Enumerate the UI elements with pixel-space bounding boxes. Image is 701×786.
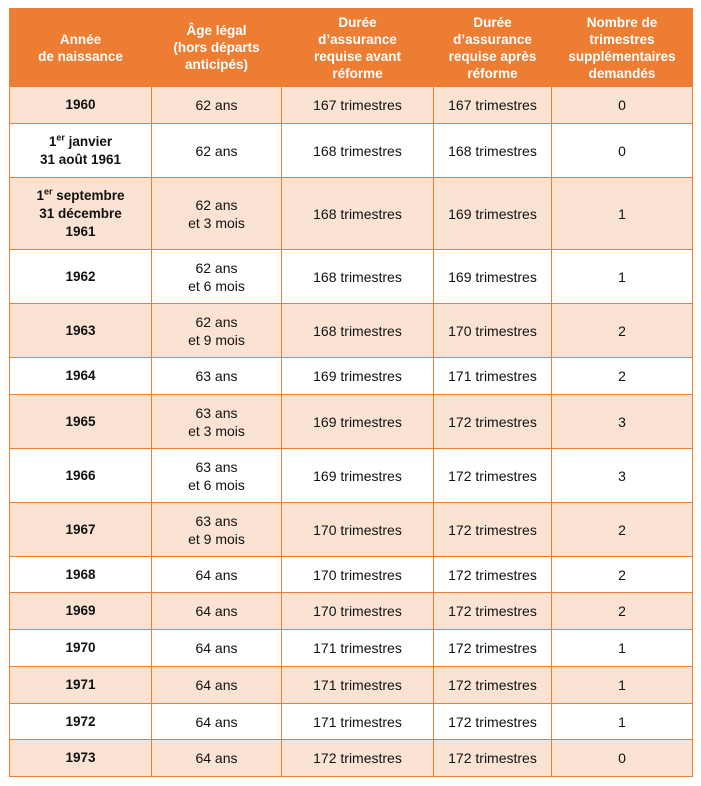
table-row [10, 503, 693, 557]
cell-after: 172 trimestres [434, 395, 552, 449]
cell-age [152, 87, 282, 124]
age-line: 64 ans [195, 640, 238, 656]
cell-after: 168 trimestres [434, 124, 552, 178]
header-line: trimestres [589, 31, 655, 47]
cell-before: 170 trimestres [282, 503, 434, 557]
table-row [10, 395, 693, 449]
year-sup: er [43, 186, 53, 196]
header-trimestres-supplementaires [552, 9, 693, 87]
cell-year: 1973 [10, 740, 152, 777]
cell-age [152, 395, 282, 449]
cell-extra: 1 [552, 178, 693, 250]
year-sup: er [56, 132, 65, 142]
age-line: et 6 mois [188, 277, 245, 294]
cell-extra: 2 [552, 557, 693, 593]
cell-age [152, 358, 282, 395]
header-line: demandés [588, 65, 656, 81]
age-line: 64 ans [195, 677, 238, 693]
table-row [10, 304, 693, 358]
cell-extra: 1 [552, 667, 693, 704]
cell-age [152, 630, 282, 667]
cell-extra: 2 [552, 503, 693, 557]
age-line: 64 ans [195, 713, 238, 730]
table-row [10, 557, 693, 593]
cell-after: 172 trimestres [434, 557, 552, 593]
age-line: 62 ans [195, 196, 238, 213]
cell-after: 172 trimestres [434, 704, 552, 740]
cell-year: 1969 [10, 593, 152, 630]
year-rest: septembre [52, 187, 125, 203]
age-line: et 6 mois [188, 476, 245, 493]
cell-before: 171 trimestres [282, 704, 434, 740]
cell-year [10, 178, 152, 250]
cell-age [152, 124, 282, 178]
cell-year: 1962 [10, 250, 152, 304]
cell-before: 171 trimestres [282, 630, 434, 667]
cell-age [152, 250, 282, 304]
cell-age [152, 704, 282, 740]
header-line: Année [59, 31, 102, 47]
cell-age [152, 557, 282, 593]
age-line: et 3 mois [188, 422, 245, 439]
cell-after: 172 trimestres [434, 630, 552, 667]
cell-extra: 2 [552, 304, 693, 358]
cell-year: 1968 [10, 557, 152, 593]
age-line: 64 ans [195, 603, 238, 619]
header-line: Nombre de [586, 14, 658, 30]
retirement-reform-table [9, 8, 693, 777]
cell-before: 169 trimestres [282, 358, 434, 395]
cell-extra: 1 [552, 630, 693, 667]
table-row [10, 449, 693, 503]
header-age-legal [152, 9, 282, 87]
year-line: 31 décembre [39, 205, 122, 221]
age-line: 62 ans [195, 97, 238, 113]
header-line: réforme [332, 65, 383, 81]
cell-after: 172 trimestres [434, 667, 552, 704]
cell-age [152, 304, 282, 358]
age-line: 62 ans [195, 259, 238, 276]
header-line: d’assurance [453, 31, 532, 47]
cell-year: 1970 [10, 630, 152, 667]
table-row [10, 740, 693, 777]
table-row [10, 250, 693, 304]
cell-before: 167 trimestres [282, 87, 434, 124]
cell-year: 1966 [10, 449, 152, 503]
table-row [10, 593, 693, 630]
cell-year: 1965 [10, 395, 152, 449]
cell-year: 1971 [10, 667, 152, 704]
cell-after: 169 trimestres [434, 250, 552, 304]
header-line: (hors départs [173, 40, 260, 55]
header-duree-apres [434, 9, 552, 87]
cell-before: 168 trimestres [282, 124, 434, 178]
cell-age [152, 503, 282, 557]
age-line: 63 ans [195, 458, 238, 475]
year-line: 31 août 1961 [39, 151, 122, 167]
cell-extra: 0 [552, 124, 693, 178]
cell-extra: 2 [552, 593, 693, 630]
age-line: 62 ans [195, 142, 238, 159]
cell-extra: 1 [552, 704, 693, 740]
cell-age [152, 593, 282, 630]
cell-after: 172 trimestres [434, 449, 552, 503]
cell-year: 1967 [10, 503, 152, 557]
header-line: Âge légal [186, 23, 247, 38]
cell-after: 167 trimestres [434, 87, 552, 124]
age-line: et 9 mois [188, 530, 245, 547]
cell-before: 170 trimestres [282, 557, 434, 593]
table-row [10, 178, 693, 250]
header-line: de naissance [38, 48, 123, 64]
header-line: anticipés) [184, 57, 249, 72]
cell-after: 172 trimestres [434, 593, 552, 630]
age-line: 64 ans [195, 566, 238, 583]
cell-extra: 1 [552, 250, 693, 304]
cell-after: 171 trimestres [434, 358, 552, 395]
cell-year: 1964 [10, 358, 152, 395]
cell-extra: 2 [552, 358, 693, 395]
year-num: 1 [48, 133, 57, 149]
year-rest: janvier [64, 133, 113, 149]
year-num: 1 [36, 187, 44, 203]
age-line: 64 ans [195, 750, 238, 766]
year-line: 1961 [65, 223, 96, 239]
cell-year: 1960 [10, 87, 152, 124]
age-line: 63 ans [195, 512, 238, 529]
year-line [13, 187, 148, 205]
header-line: réforme [467, 65, 518, 81]
table-row [10, 124, 693, 178]
header-annee-naissance [10, 9, 152, 87]
age-line: 63 ans [195, 368, 238, 384]
header-line: Durée [338, 14, 377, 30]
cell-age [152, 667, 282, 704]
cell-before: 170 trimestres [282, 593, 434, 630]
age-line: 63 ans [195, 404, 238, 421]
cell-extra: 3 [552, 395, 693, 449]
header-line: requise après [448, 48, 537, 64]
cell-extra: 0 [552, 740, 693, 777]
cell-before: 171 trimestres [282, 667, 434, 704]
cell-age [152, 178, 282, 250]
table-row [10, 87, 693, 124]
header-line: d’assurance [318, 31, 397, 47]
cell-extra: 0 [552, 87, 693, 124]
table-row [10, 358, 693, 395]
cell-year: 1972 [10, 704, 152, 740]
cell-age [152, 740, 282, 777]
retirement-table-container [9, 8, 692, 777]
year-line [13, 133, 148, 151]
cell-before: 168 trimestres [282, 178, 434, 250]
header-duree-avant [282, 9, 434, 87]
header-line: requise avant [313, 48, 402, 64]
age-line: 62 ans [195, 313, 238, 330]
cell-after: 170 trimestres [434, 304, 552, 358]
header-line: Durée [473, 14, 512, 30]
cell-year [10, 124, 152, 178]
cell-before: 169 trimestres [282, 449, 434, 503]
table-row [10, 704, 693, 740]
cell-age [152, 449, 282, 503]
header-line: supplémentaires [568, 48, 676, 64]
cell-after: 169 trimestres [434, 178, 552, 250]
cell-after: 172 trimestres [434, 503, 552, 557]
age-line: et 9 mois [188, 331, 245, 348]
cell-before: 172 trimestres [282, 740, 434, 777]
cell-after: 172 trimestres [434, 740, 552, 777]
cell-before: 168 trimestres [282, 304, 434, 358]
cell-before: 169 trimestres [282, 395, 434, 449]
table-row [10, 630, 693, 667]
cell-before: 168 trimestres [282, 250, 434, 304]
age-line: et 3 mois [188, 214, 245, 231]
table-header-row [10, 9, 693, 87]
cell-extra: 3 [552, 449, 693, 503]
cell-year: 1963 [10, 304, 152, 358]
table-row [10, 667, 693, 704]
